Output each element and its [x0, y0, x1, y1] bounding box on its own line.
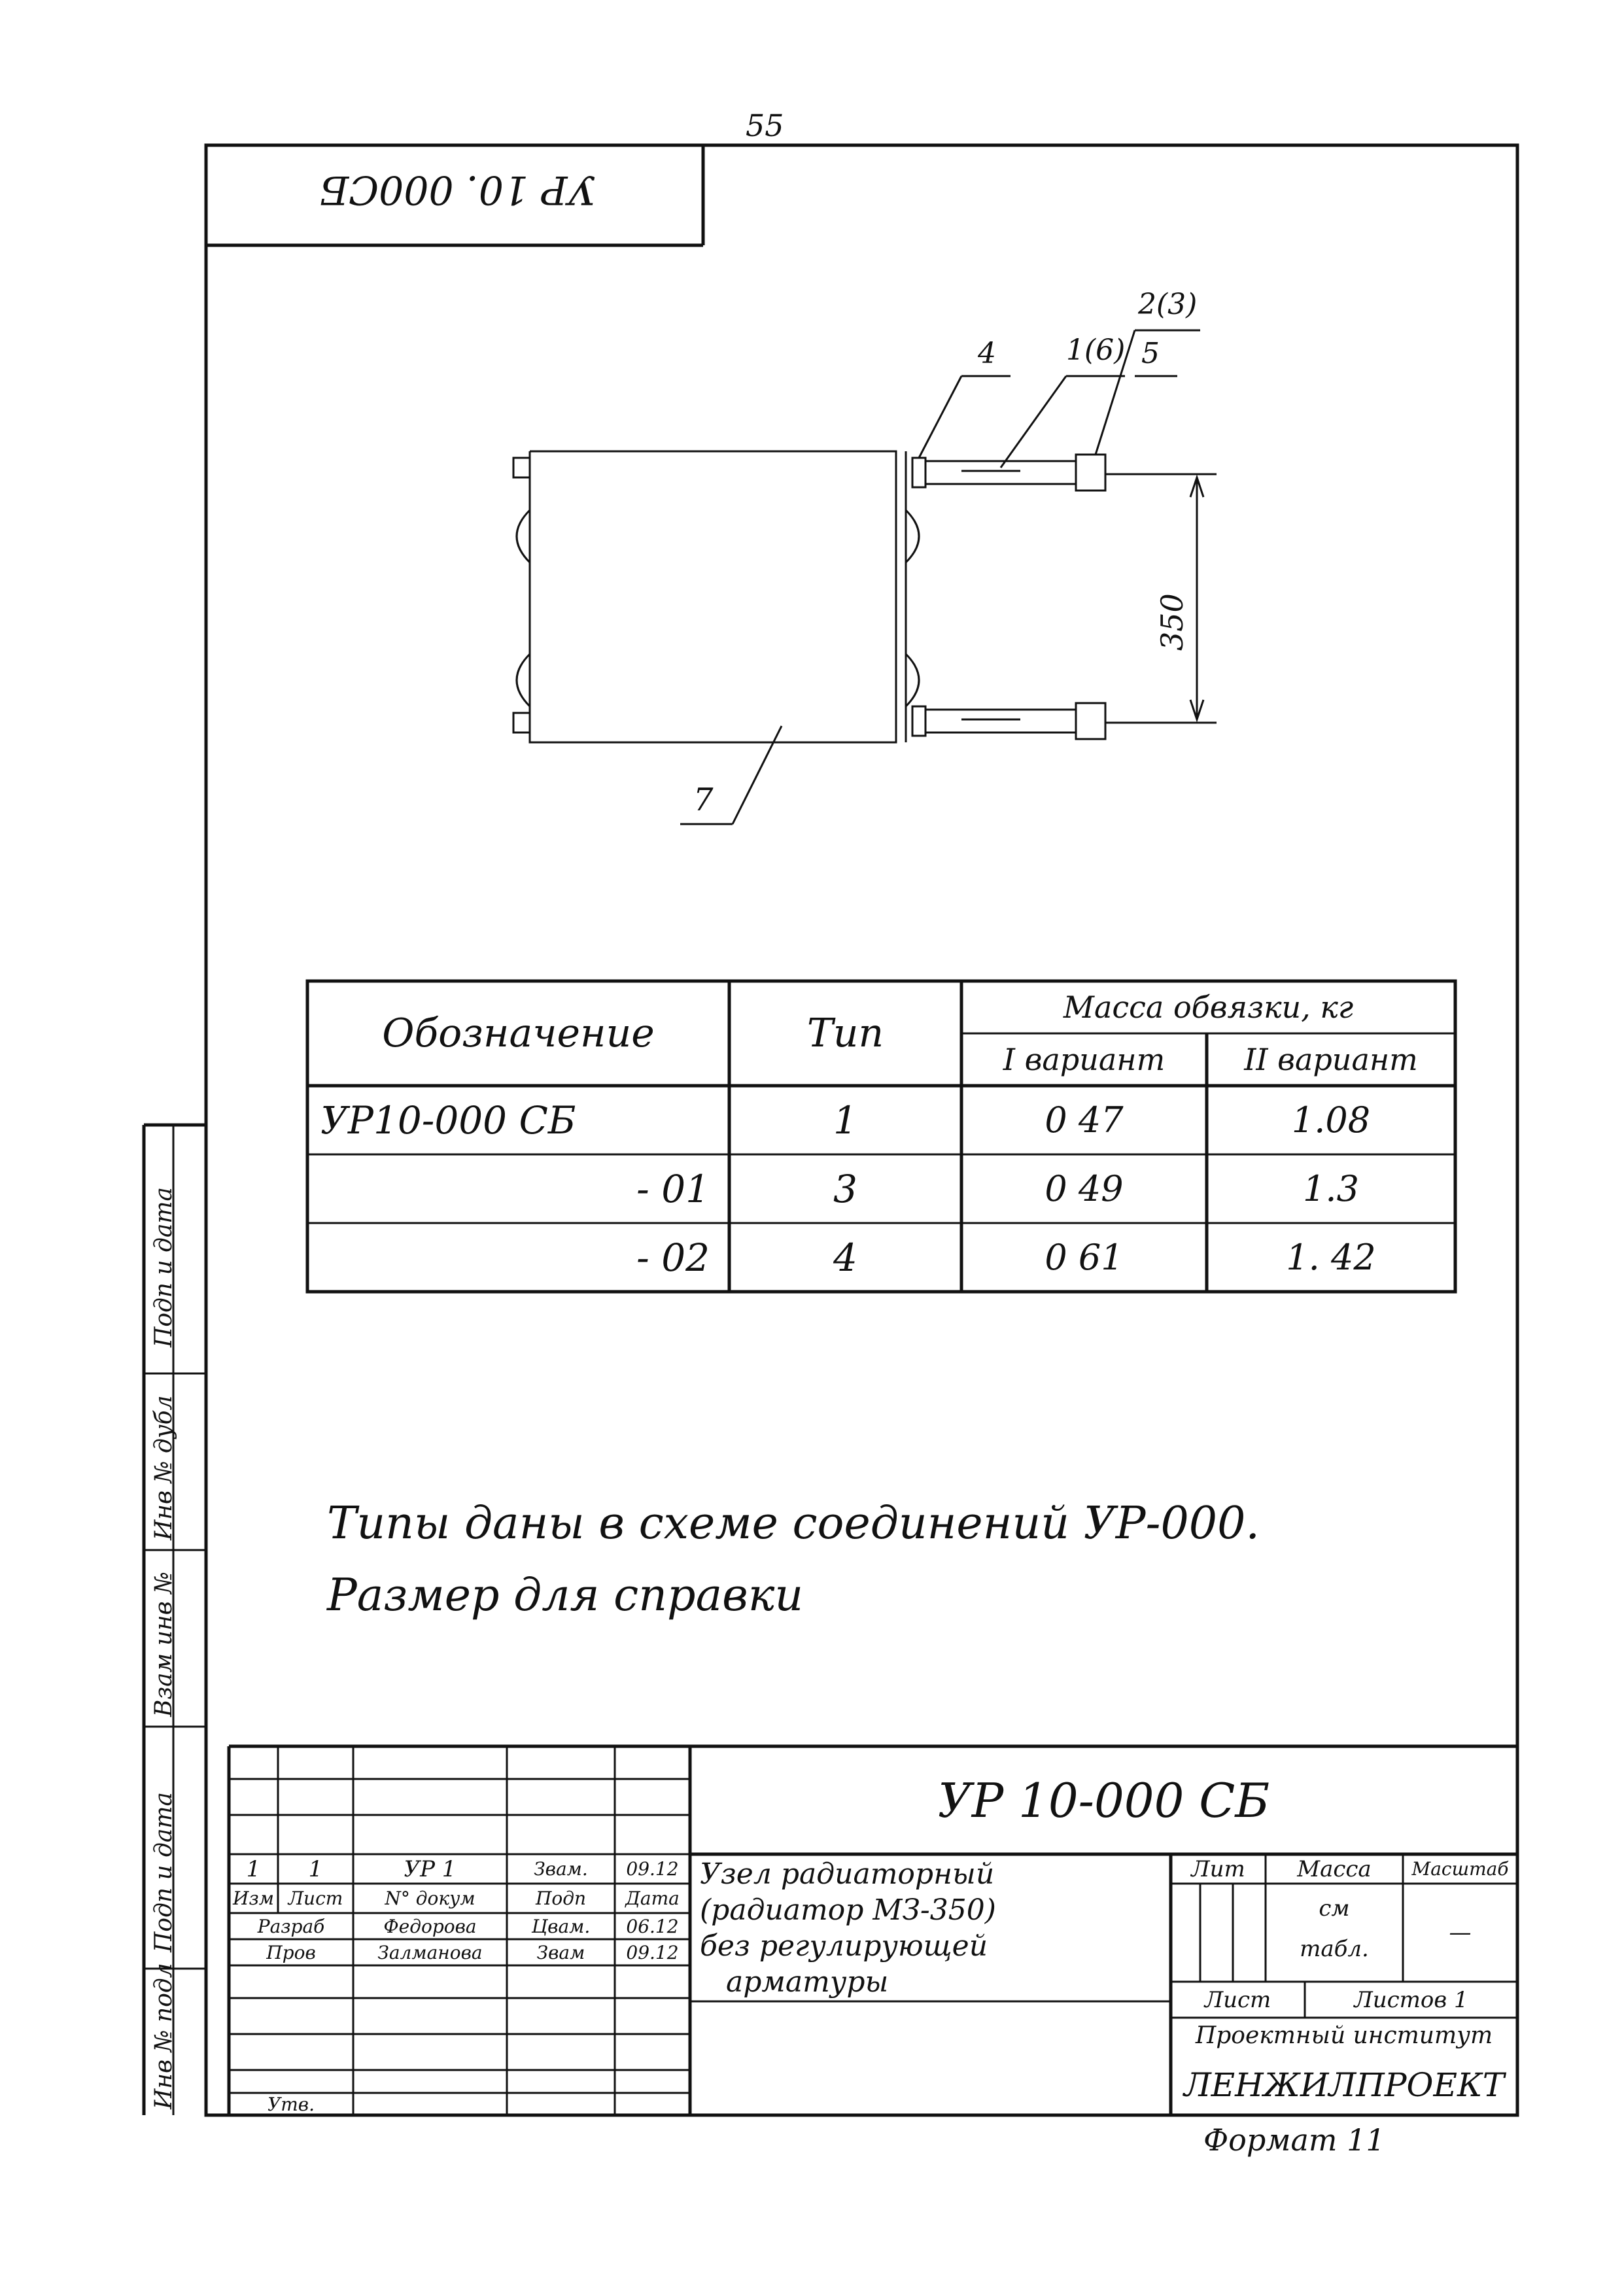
- side-label-sign-date-2: Подп и дата: [150, 1791, 177, 1952]
- title-line-1: Узел радиаторный: [700, 1857, 995, 1891]
- head-doc: N° докум: [385, 1888, 475, 1909]
- table-header-variant1: I вариант: [1003, 1042, 1166, 1077]
- lit-label: Лит: [1191, 1855, 1245, 1882]
- side-label-sign-date-1: Подп и дата: [150, 1186, 177, 1347]
- mass-label: Масса: [1297, 1855, 1372, 1882]
- checker-role: Пров: [266, 1941, 316, 1963]
- callout-4: 4: [978, 337, 996, 370]
- checker-signature: Звам: [536, 1941, 585, 1963]
- radiator-sketch: [513, 330, 1217, 824]
- scale-value: —: [1449, 1920, 1472, 1946]
- table-row-3-designation: - 02: [636, 1235, 710, 1280]
- title-line-2: (радиатор МЗ-350): [700, 1893, 996, 1927]
- head-podp: Подп: [535, 1888, 587, 1909]
- head-list: Лист: [288, 1888, 343, 1909]
- checker-name: Залманова: [377, 1941, 483, 1963]
- table-row-3-type: 4: [833, 1235, 857, 1280]
- table-header-mass: Масса обвязки, кг: [1063, 990, 1354, 1025]
- callout-7: 7: [693, 782, 714, 818]
- note-line-1: Типы даны в схеме соединений УР-000.: [327, 1498, 1260, 1549]
- corner-doc-code: УР 10. 000СБ: [320, 167, 596, 213]
- rev-izm: 1: [246, 1855, 261, 1882]
- title-line-4: арматуры: [726, 1965, 889, 1999]
- table-row-2-type: 3: [833, 1166, 857, 1211]
- table-row-2-v1: 0 49: [1045, 1168, 1124, 1209]
- rev-doc: УР 1: [404, 1855, 457, 1882]
- table-header-type: Тип: [806, 1010, 884, 1056]
- rev-list: 1: [308, 1855, 323, 1882]
- title-doc-code: УР 10-000 СБ: [937, 1772, 1270, 1828]
- callout-5: 5: [1141, 337, 1160, 370]
- table-row-1-v1: 0 47: [1045, 1099, 1124, 1141]
- mass-value-2: табл.: [1300, 1936, 1369, 1962]
- rev-date: 09.12: [626, 1858, 679, 1880]
- org-line-1: Проектный институт: [1195, 2022, 1493, 2049]
- sheet-label: Лист: [1204, 1986, 1271, 2013]
- scale-label: Масштаб: [1411, 1858, 1509, 1880]
- title-line-3: без регулирующей: [700, 1929, 988, 1963]
- developer-date: 06.12: [626, 1915, 679, 1937]
- table-row-2-v2: 1.3: [1303, 1168, 1359, 1209]
- approver-role: Утв.: [268, 2093, 315, 2115]
- org-line-2: ЛЕНЖИЛПРОЕКТ: [1183, 2065, 1505, 2104]
- head-izm: Изм: [233, 1888, 274, 1909]
- dimension-350: 350: [1154, 593, 1190, 651]
- note-line-2: Размер для справки: [327, 1570, 804, 1621]
- callout-2-3: 2(3): [1138, 288, 1198, 321]
- page-number: 55: [746, 108, 784, 143]
- side-label-orig-inv: Инв № подл: [150, 1963, 177, 2109]
- table-row-3-v1: 0 61: [1045, 1237, 1124, 1278]
- table-row-1-type: 1: [833, 1097, 857, 1143]
- table-row-2-designation: - 01: [636, 1166, 710, 1211]
- rev-podp: Звам.: [534, 1858, 588, 1880]
- table-header-variant2: II вариант: [1244, 1042, 1418, 1077]
- side-label-dup-inv: Инв № дубл: [150, 1395, 177, 1540]
- table-row-1-designation: УР10-000 СБ: [320, 1097, 576, 1143]
- developer-signature: Цвам.: [531, 1915, 591, 1937]
- checker-date: 09.12: [626, 1941, 679, 1963]
- developer-name: Федорова: [383, 1915, 477, 1937]
- format-label: Формат 11: [1203, 2122, 1385, 2158]
- callout-1-6: 1(6): [1066, 334, 1126, 367]
- table-row-1-v2: 1.08: [1291, 1099, 1371, 1141]
- side-label-replace-inv: Взам инв №: [150, 1571, 177, 1717]
- mass-value-1: см: [1319, 1895, 1350, 1922]
- head-date: Дата: [625, 1888, 680, 1909]
- sheets-label: Листов 1: [1354, 1986, 1468, 2013]
- table-row-3-v2: 1. 42: [1286, 1237, 1376, 1278]
- table-header-designation: Обозначение: [382, 1010, 655, 1056]
- developer-role: Разраб: [257, 1915, 325, 1937]
